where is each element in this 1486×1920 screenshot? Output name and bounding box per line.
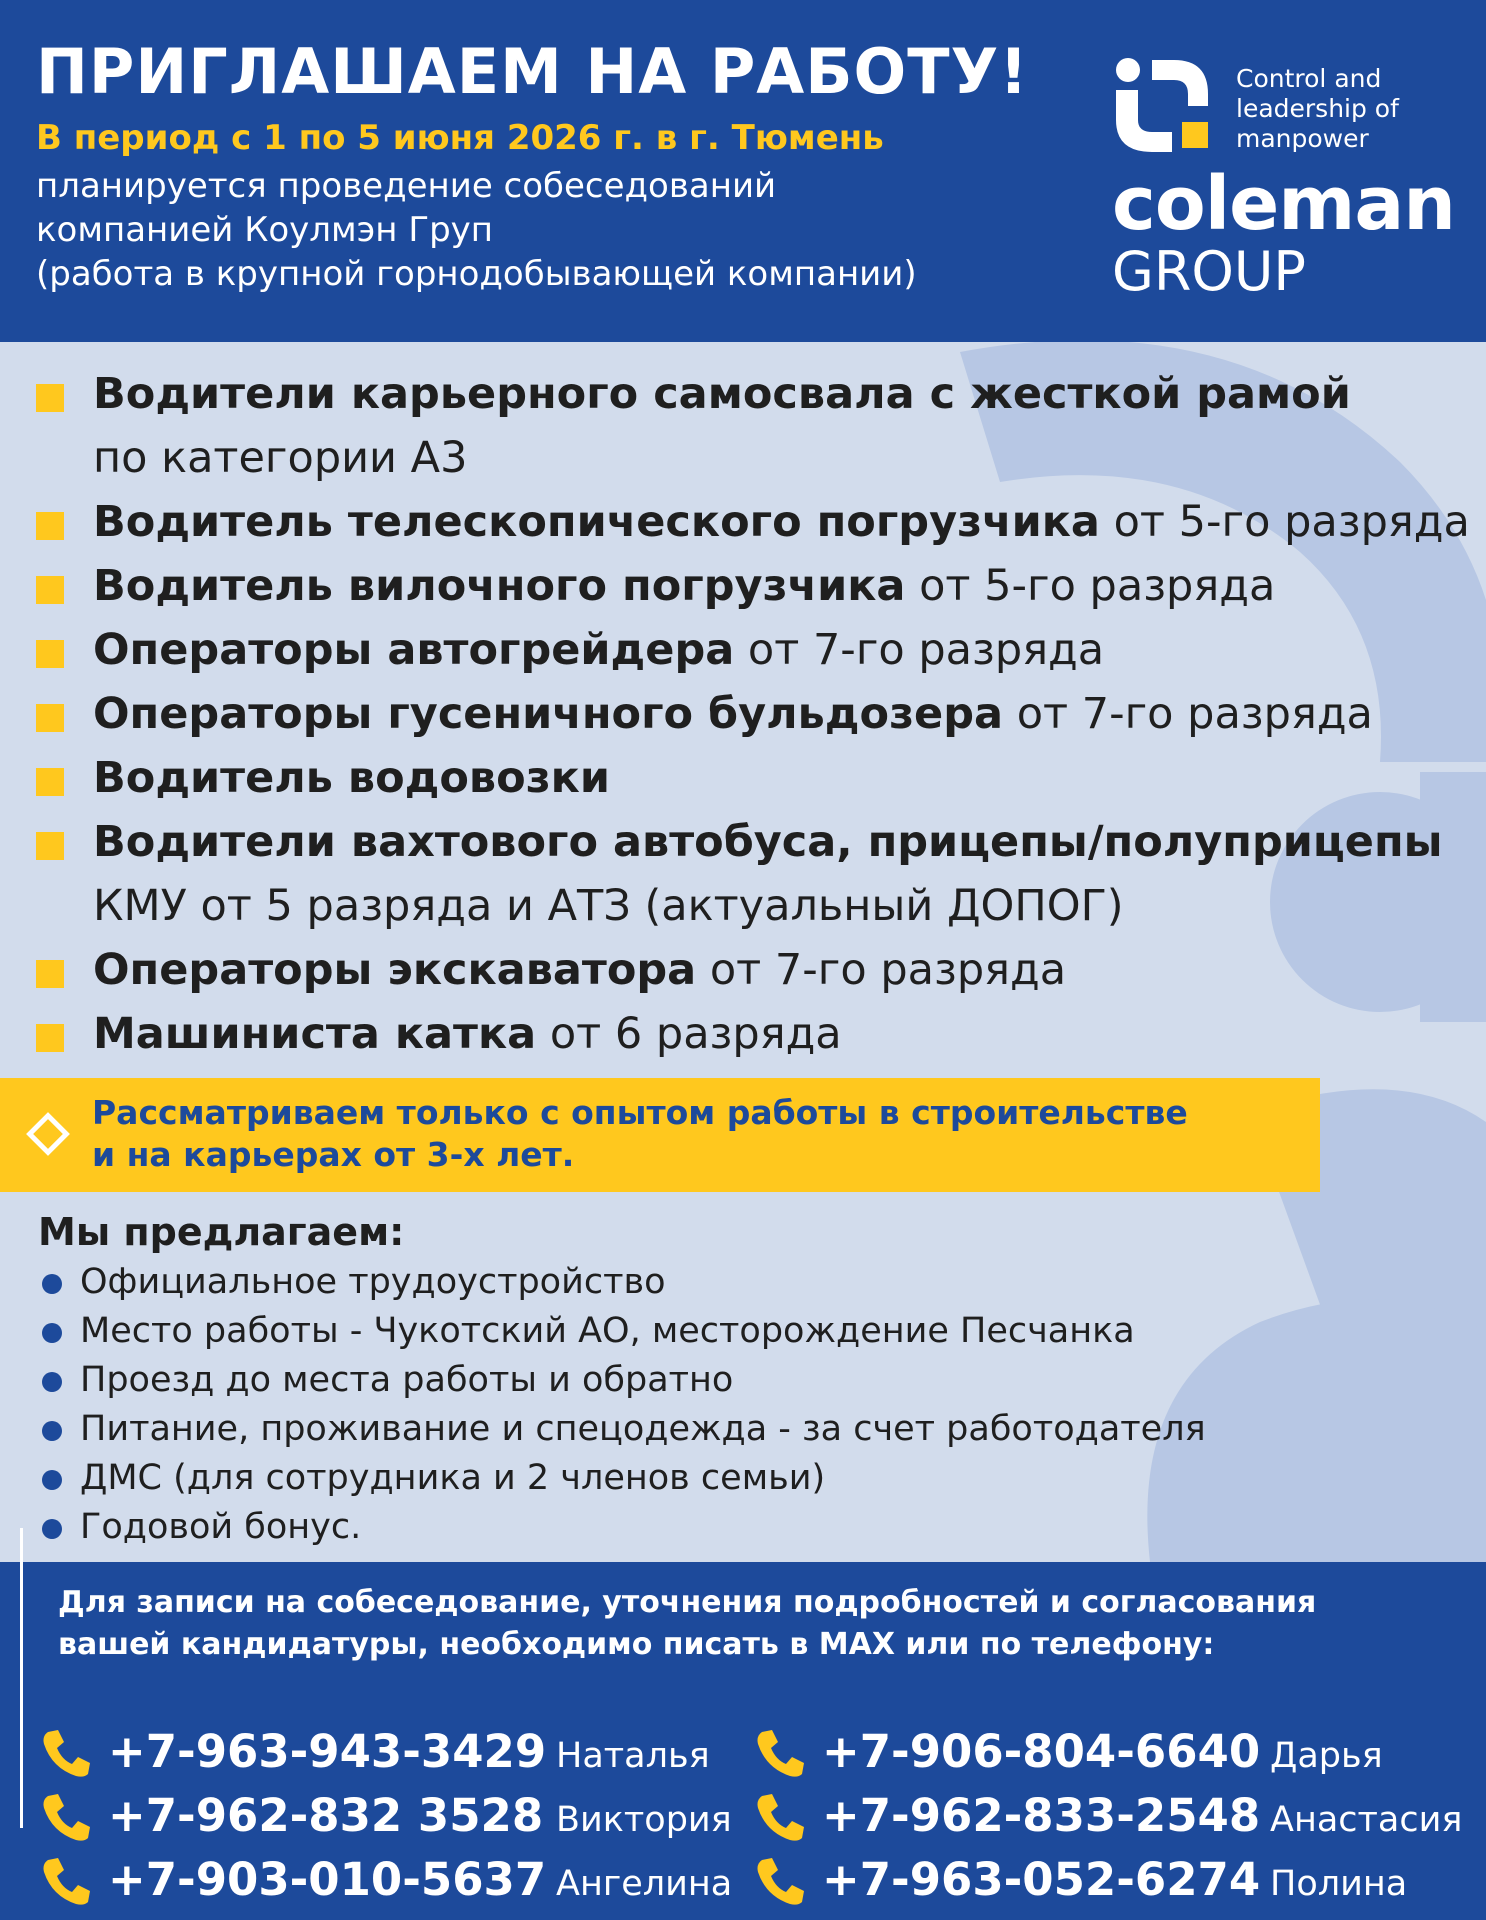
yellow-square-bullet-icon — [36, 768, 64, 796]
offer-item-text: Годовой бонус. — [80, 1507, 362, 1547]
list-item — [0, 938, 1486, 1002]
logo-mark-icon — [1112, 56, 1222, 156]
phone-icon — [754, 1726, 808, 1780]
phone-icon — [40, 1726, 94, 1780]
phone-icon — [754, 1790, 808, 1844]
list-item — [0, 682, 1486, 746]
contact-name: Виктория — [556, 1800, 732, 1840]
list-item — [0, 554, 1486, 618]
position-detail: от 5-го разряда — [1113, 497, 1470, 547]
divider — [20, 1528, 23, 1828]
company-logo — [1112, 56, 1472, 306]
yellow-square-bullet-icon — [36, 384, 64, 412]
contacts-footer — [0, 1562, 1486, 1920]
footer-text-line: Для записи на собеседование, уточнения подробностей и согласования — [58, 1585, 1317, 1620]
position-detail: от 7-го разряда — [1016, 689, 1373, 739]
phone-number[interactable]: +7-963-052-6274 — [822, 1853, 1261, 1906]
yellow-square-bullet-icon — [36, 640, 64, 668]
yellow-square-bullet-icon — [36, 832, 64, 860]
page-title: ПРИГЛАШАЕМ НА РАБОТУ! — [36, 35, 1029, 108]
list-item — [0, 1002, 1486, 1066]
footer-text-line: вашей кандидатуры, необходимо писать в MAX или по телефону: — [58, 1627, 1215, 1662]
diamond-icon — [26, 1112, 70, 1156]
phone-icon — [754, 1854, 808, 1908]
logo-tagline-line: manpower — [1236, 124, 1369, 153]
list-item — [0, 1356, 1206, 1405]
list-item — [0, 1454, 1206, 1503]
footer-text — [58, 1582, 1316, 1666]
blue-dot-bullet-icon — [42, 1470, 62, 1490]
position-detail: от 7-го разряда — [747, 625, 1105, 675]
main-panel — [0, 342, 1486, 1562]
phone-number[interactable]: +7-962-832 3528 — [108, 1789, 544, 1842]
position-detail: по категории А3 — [93, 433, 468, 483]
yellow-square-bullet-icon — [36, 512, 64, 540]
yellow-square-bullet-icon — [36, 1024, 64, 1052]
position-detail: от 6 разряда — [549, 1009, 842, 1059]
list-item — [0, 746, 1486, 810]
experience-notice — [0, 1078, 1320, 1192]
logo-tagline-line: Control and — [1236, 64, 1382, 93]
list-item — [0, 618, 1486, 682]
list-item — [0, 810, 1486, 938]
position-title: Машиниста катка — [93, 1009, 537, 1059]
contact-name: Анастасия — [1270, 1800, 1463, 1840]
list-item — [0, 490, 1486, 554]
list-item — [0, 1258, 1206, 1307]
blue-dot-bullet-icon — [42, 1274, 62, 1294]
yellow-square-bullet-icon — [36, 960, 64, 988]
offer-item-text: ДМС (для сотрудника и 2 членов семьи) — [80, 1458, 826, 1498]
offer-list — [0, 1258, 1206, 1552]
offer-item-text: Проезд до места работы и обратно — [80, 1360, 734, 1400]
positions-list — [0, 362, 1486, 1066]
position-detail: от 7-го разряда — [709, 945, 1067, 995]
position-title: Операторы автогрейдера — [93, 625, 735, 675]
list-item — [0, 362, 1486, 490]
offer-item-text: Питание, проживание и спецодежда - за счет работодателя — [80, 1409, 1206, 1449]
contact-name: Дарья — [1270, 1736, 1383, 1776]
phone-number[interactable]: +7-906-804-6640 — [822, 1725, 1261, 1778]
phone-icon — [40, 1854, 94, 1908]
subtitle-line: компанией Коулмэн Груп — [36, 210, 494, 250]
subtitle-line: (работа в крупной горнодобывающей компании) — [36, 254, 917, 294]
logo-tagline — [1236, 64, 1399, 154]
contact-name: Ангелина — [556, 1864, 733, 1904]
list-item — [0, 1503, 1206, 1552]
logo-group: GROUP — [1112, 240, 1306, 303]
subtitle-highlight: В период с 1 по 5 июня 2026 г. в г. Тюмень — [36, 118, 884, 158]
position-title: Операторы гусеничного бульдозера — [93, 689, 1004, 739]
header — [0, 0, 1486, 340]
phone-number[interactable]: +7-903-010-5637 — [108, 1853, 547, 1906]
blue-dot-bullet-icon — [42, 1323, 62, 1343]
position-title: Водители вахтового автобуса, прицепы/полуприцепы — [93, 817, 1443, 867]
logo-name: coleman — [1112, 161, 1455, 247]
contact-name: Наталья — [556, 1736, 710, 1776]
contact-name: Полина — [1270, 1864, 1408, 1904]
position-title: Водитель телескопического погрузчика — [93, 497, 1100, 547]
blue-dot-bullet-icon — [42, 1519, 62, 1539]
notice-line: и на карьерах от 3-х лет. — [92, 1135, 575, 1174]
subtitle-line: планируется проведение собеседований — [36, 166, 777, 206]
position-detail: от 5-го разряда — [919, 561, 1276, 611]
position-detail: КМУ от 5 разряда и АТЗ (актуальный ДОПОГ) — [93, 881, 1124, 931]
offer-item-text: Официальное трудоустройство — [80, 1262, 666, 1302]
position-title: Водитель водовозки — [93, 753, 610, 803]
position-title: Водители карьерного самосвала с жесткой рамой — [93, 369, 1351, 419]
offer-item-text: Место работы - Чукотский АО, месторождение Песчанка — [80, 1311, 1135, 1351]
blue-dot-bullet-icon — [42, 1372, 62, 1392]
phone-number[interactable]: +7-962-833-2548 — [822, 1789, 1261, 1842]
offer-title: Мы предлагаем: — [38, 1210, 405, 1254]
list-item — [0, 1405, 1206, 1454]
position-title: Операторы экскаватора — [93, 945, 697, 995]
notice-line: Рассматриваем только с опытом работы в строительстве — [92, 1093, 1188, 1132]
phone-icon — [40, 1790, 94, 1844]
position-title: Водитель вилочного погрузчика — [93, 561, 906, 611]
logo-tagline-line: leadership of — [1236, 94, 1399, 123]
phone-number[interactable]: +7-963-943-3429 — [108, 1725, 547, 1778]
blue-dot-bullet-icon — [42, 1421, 62, 1441]
list-item — [0, 1307, 1206, 1356]
yellow-square-bullet-icon — [36, 576, 64, 604]
notice-text — [92, 1092, 1188, 1176]
yellow-square-bullet-icon — [36, 704, 64, 732]
